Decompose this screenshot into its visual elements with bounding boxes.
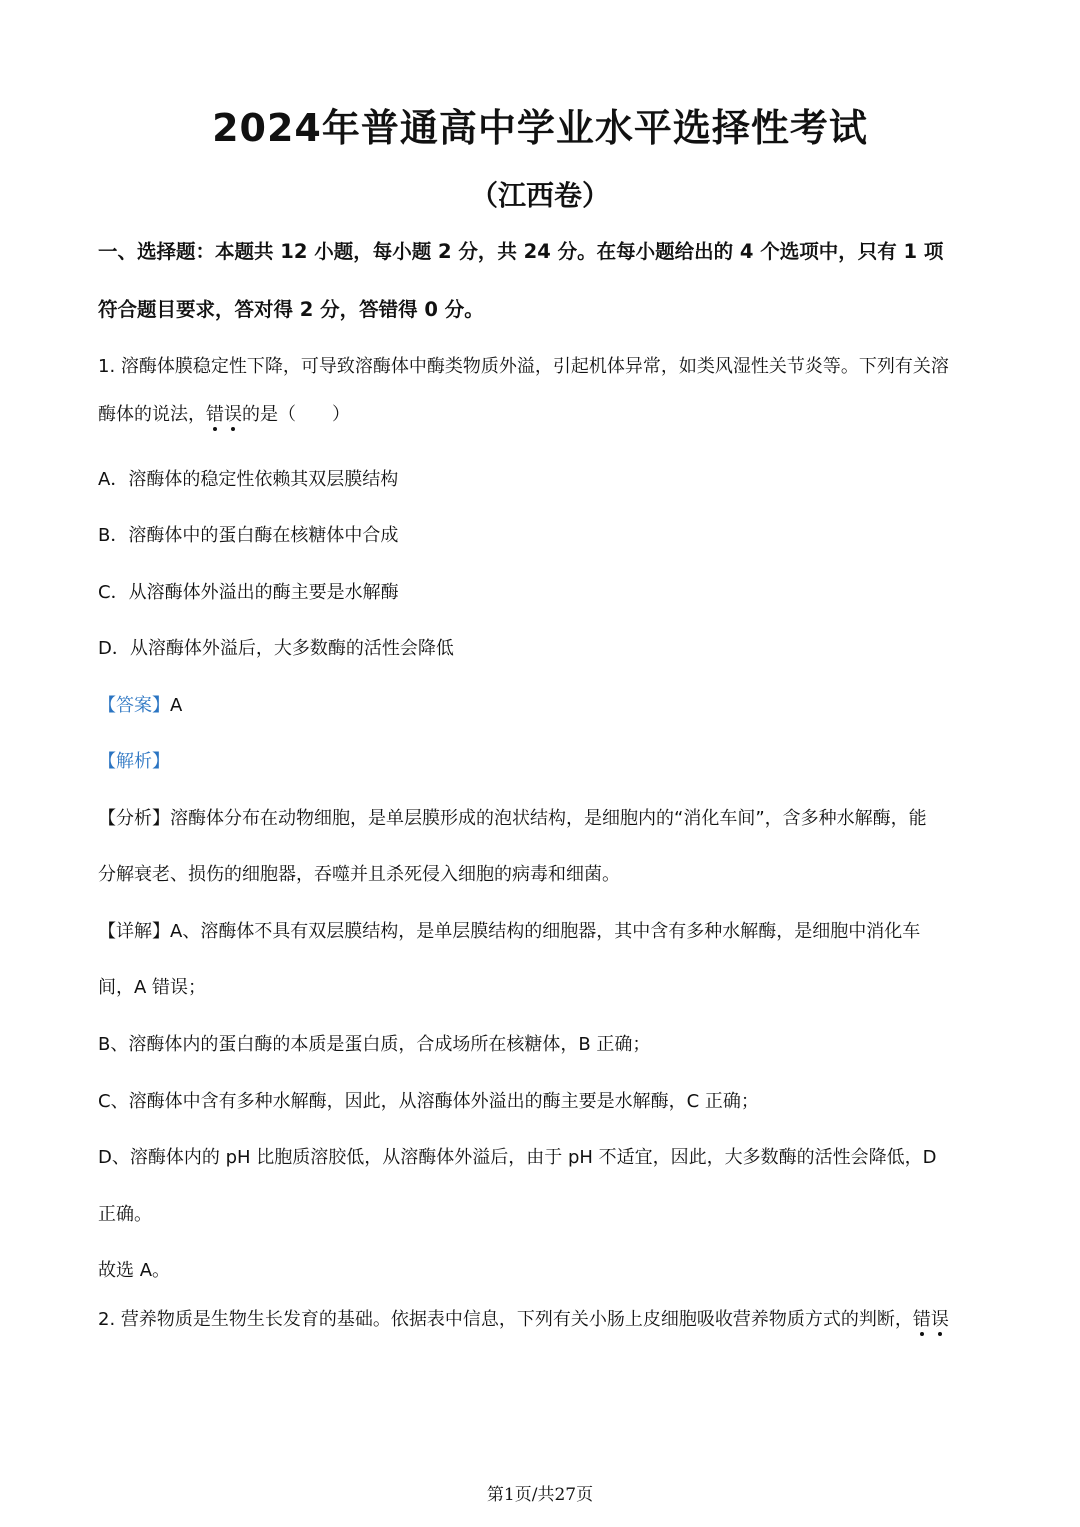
question-1-option-a: A．溶酶体的稳定性依赖其双层膜结构 — [98, 469, 399, 490]
page-subtitle: （江西卷） — [469, 179, 610, 212]
question-1-stem-text: 酶体的说法， — [98, 404, 206, 425]
answer-value: A — [170, 695, 183, 716]
page-title: 2024年普通高中学业水平选择性考试 — [212, 106, 868, 150]
fenxi-line-1: 【分析】溶酶体分布在动物细胞，是单层膜形成的泡状结构，是细胞内的“消化车间”，含多种水解酶，能 — [98, 808, 927, 829]
xiangjie-c: C、溶酶体中含有多种水解酶，因此，从溶酶体外溢出的酶主要是水解酶，C 正确； — [98, 1091, 759, 1112]
emphasis-char: 误 — [224, 404, 242, 425]
xiangjie-line-1: 【详解】A、溶酶体不具有双层膜结构，是单层膜结构的细胞器，其中含有多种水解酶，是细胞中消化车 — [98, 921, 921, 942]
xiangjie-line-2: 间，A 错误； — [98, 977, 207, 998]
page-indicator: 第1页/共27页 — [486, 1485, 594, 1505]
question-1-stem-line-2 — [98, 401, 988, 429]
section-heading-line-1: 一、选择题：本题共 12 小题，每小题 2 分，共 24 分。在每小题给出的 4 个选项中，只有 1 项 — [98, 240, 944, 263]
question-2-stem-text: 2. 营养物质是生物生长发育的基础。依据表中信息，下列有关小肠上皮细胞吸收营养物质方式的判断， — [98, 1309, 913, 1330]
answer-tag: 【答案】 — [98, 695, 170, 716]
question-1-option-d: D．从溶酶体外溢后，大多数酶的活性会降低 — [98, 638, 454, 659]
xiangjie-d-line-2: 正确。 — [98, 1204, 152, 1225]
emphasis-char: 错 — [912, 1309, 931, 1330]
question-1-stem-bracket: 的是（ ） — [242, 404, 350, 425]
question-2-stem-line-1 — [98, 1306, 988, 1334]
question-1-option-b: B．溶酶体中的蛋白酶在核糖体中合成 — [98, 525, 399, 546]
xiangjie-d-line-1: D、溶酶体内的 pH 比胞质溶胶低，从溶酶体外溢后，由于 pH 不适宜，因此，大多数酶的活性会降低，D — [98, 1147, 937, 1168]
emphasis-char: 误 — [930, 1309, 949, 1330]
analysis-tag: 【解析】 — [98, 751, 170, 772]
fenxi-line-2: 分解衰老、损伤的细胞器，吞噬并且杀死侵入细胞的病毒和细菌。 — [98, 864, 620, 885]
question-1-option-c: C．从溶酶体外溢出的酶主要是水解酶 — [98, 582, 399, 603]
answer-line — [98, 692, 988, 720]
emphasis-char: 错 — [206, 404, 224, 425]
xiangjie-b: B、溶酶体内的蛋白酶的本质是蛋白质，合成场所在核糖体，B 正确； — [98, 1034, 651, 1055]
conclusion-line: 故选 A。 — [98, 1260, 171, 1281]
question-1-stem-line-1: 1. 溶酶体膜稳定性下降，可导致溶酶体中酶类物质外溢，引起机体异常，如类风湿性关节炎等。下列有关溶 — [98, 356, 949, 377]
section-heading-line-2: 符合题目要求，答对得 2 分，答错得 0 分。 — [98, 298, 484, 321]
